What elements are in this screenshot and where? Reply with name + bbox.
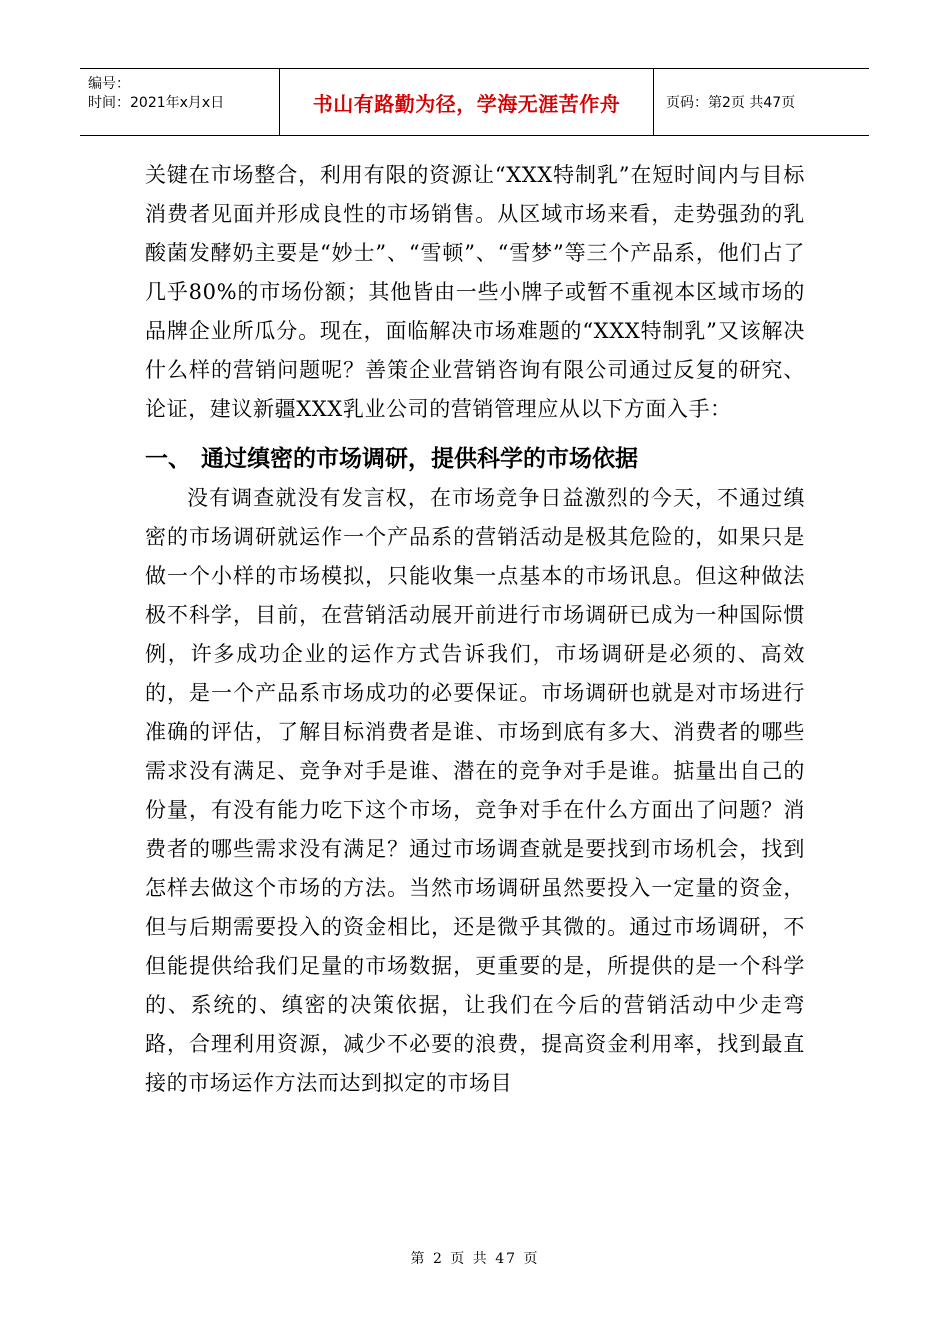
page-header — [80, 68, 869, 136]
document-number-label: 编号： — [88, 76, 130, 92]
document-body — [145, 156, 805, 1103]
document-date-label: 时间：2021年x月x日 — [88, 95, 225, 111]
page-footer: 第 2 页 共 47 页 — [410, 1251, 540, 1267]
body-paragraph: 没有调查就没有发言权，在市场竞争日益激烈的今天，不通过缜密的市场调研就运作一个产品系的营销活动是极其危险的，如果只是做一个小样的市场模拟，只能收集一点基本的市场讯息。但这种做法极不科学，目前，在营销活动展开前进行市场调研已成为一种国际惯例，许多成功企业的运作方式告诉我们，市场调研是必须的、高效的，是一个产品系市场成功的必要保证。市场调研也就是对市场进行准确的评估，了解目标消费者是谁、市场到底有多大、消费者的哪些需求没有满足、竞争对手是谁、潜在的竞争对手是谁。掂量出自己的份量，有没有能力吃下这个市场，竞争对手在什么方面出了问题？消费者的哪些需求没有满足？通过市场调查就是要找到市场机会，找到怎样去做这个市场的方法。当然市场调研虽然要投入一定量的资金，但与后期需要投入的资金相比，还是微乎其微的。通过市场调研，不但能提供给我们足量的市场数据，更重要的是，所提供的是一个科学的、系统的、缜密的决策依据，让我们在今后的营销活动中少走弯路，合理利用资源，减少不必要的浪费，提高资金利用率，找到最直接的市场运作方法而达到拟定的市场目 — [145, 486, 805, 1095]
section-heading — [145, 439, 805, 479]
header-page-number: 页码：第2页 共47页 — [666, 95, 796, 111]
section-heading-number: 一、 — [145, 446, 191, 472]
section-heading-text: 通过缜密的市场调研，提供科学的市场依据 — [201, 446, 638, 472]
header-motto: 书山有路勤为径，学海无涯苦作舟 — [312, 91, 621, 116]
header-motto-cell — [280, 69, 654, 135]
body-paragraph: 关键在市场整合，利用有限的资源让“XXX特制乳”在短时间内与目标消费者见面并形成良性的市场销售。从区域市场来看，走势强劲的乳酸菌发酵奶主要是“妙士”、“雪顿”、“雪梦”等三个产品系，他们占了几乎80%的市场份额；其他皆由一些小牌子或暂不重视本区域市场的品牌企业所瓜分。现在，面临解决市场难题的“XXX特制乳”又该解决什么样的营销问题呢？善策企业营销咨询有限公司通过反复的研究、论证，建议新疆XXX乳业公司的营销管理应从以下方面入手： — [145, 163, 805, 421]
header-meta — [80, 69, 280, 135]
header-page-cell — [654, 69, 869, 135]
